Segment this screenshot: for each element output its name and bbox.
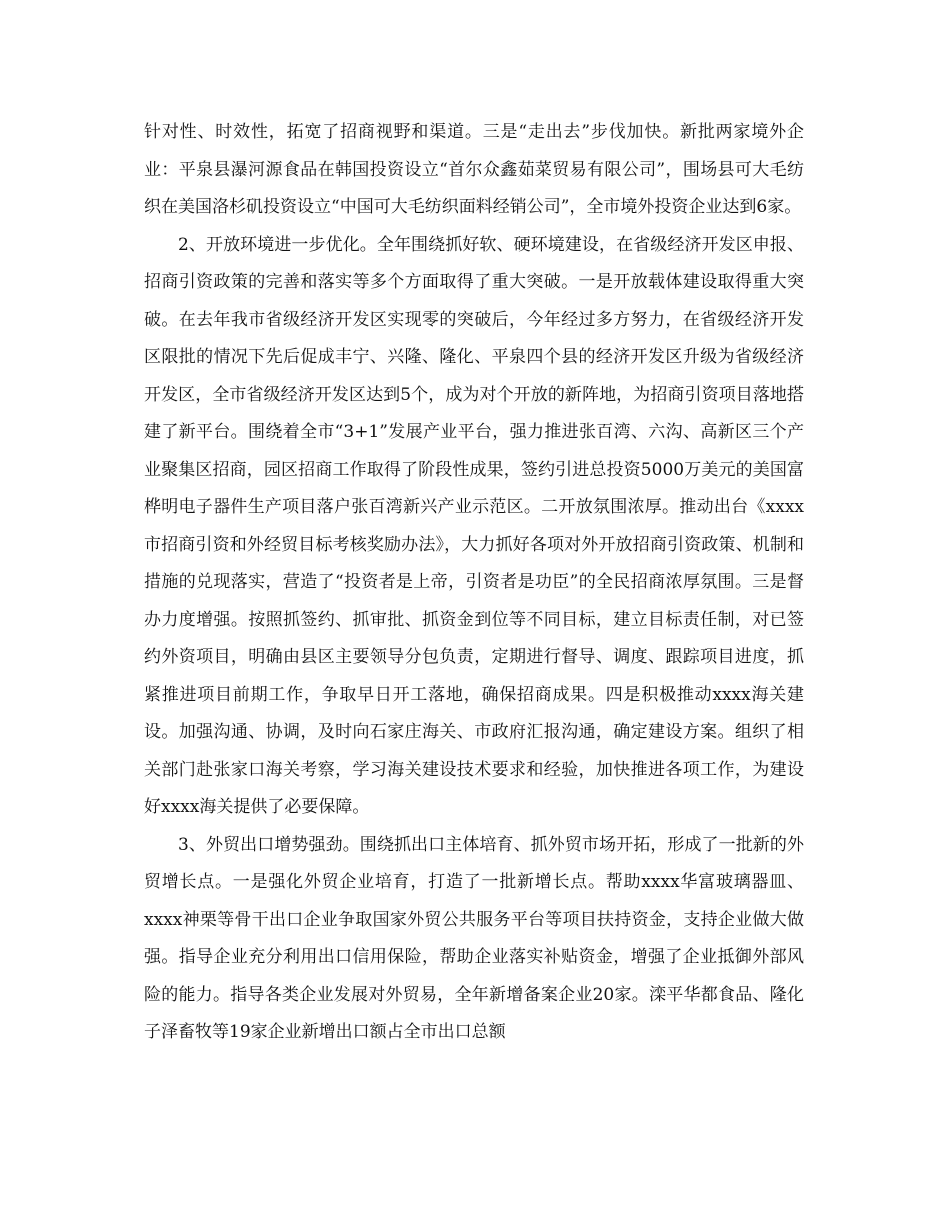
document-body — [144, 114, 804, 1052]
paragraph-1: 针对性、时效性，拓宽了招商视野和渠道。三是“走出去”步伐加快。新批两家境外企业：平泉县瀑河源食品在韩国投资设立“首尔众鑫茹菜贸易有限公司”，围场县可大毛纺织在美国洛杉矶投资设立“中国可大毛纺织面料经销公司”，全市境外投资企业达到6家。 — [144, 122, 804, 217]
paragraph-2: 2、开放环境进一步优化。全年围绕抓好软、硬环境建设，在省级经济开发区申报、招商引资政策的完善和落实等多个方面取得了重大突破。一是开放载体建设取得重大突破。在去年我市省级经济开发区实现零的突破后，今年经过多方努力，在省级经济开发区限批的情况下先后促成丰宁、兴隆、隆化、平泉四个县的经济开发区升级为省级经济开发区，全市省级经济开发区达到5个，成为对个开放的新阵地，为招商引资项目落地搭建了新平台。围绕着全市“3+1”发展产业平台，强力推进张百湾、六沟、高新区三个产业聚集区招商，园区招商工作取得了阶段性成果，签约引进总投资5000万美元的美国富桦明电子器件生产项目落户张百湾新兴产业示范区。二开放氛围浓厚。推动出台《xxxx市招商引资和外经贸目标考核奖励办法》，大力抓好各项对外开放招商引资政策、机制和措施的兑现落实，营造了“投资者是上帝，引资者是功臣”的全民招商浓厚氛围。三是督办力度增强。按照抓签约、抓审批、抓资金到位等不同目标，建立目标责任制，对已签约外资项目，明确由县区主要领导分包负责，定期进行督导、调度、跟踪项目进度，抓紧推进项目前期工作，争取早日开工落地，确保招商成果。四是积极推动xxxx海关建设。加强沟通、协调，及时向石家庄海关、市政府汇报沟通，确定建设方案。组织了相关部门赴张家口海关考察，学习海关建设技术要求和经验，加快推进各项工作，为建设好xxxx海关提供了必要保障。 — [144, 234, 804, 817]
paragraph-3: 3、外贸出口增势强劲。围绕抓出口主体培育、抓外贸市场开拓，形成了一批新的外贸增长点。一是强化外贸企业培育，打造了一批新增长点。帮助xxxx华富玻璃器皿、xxxx神栗等骨干出口企业争取国家外贸公共服务平台等项目扶持资金，支持企业做大做强。指导企业充分利用出口信用保险，帮助企业落实补贴资金，增强了企业抵御外部风险的能力。指导各类企业发展对外贸易，全年新增备案企业20家。滦平华都食品、隆化子泽畜牧等19家企业新增出口额占全市出口总额 — [144, 834, 804, 1042]
